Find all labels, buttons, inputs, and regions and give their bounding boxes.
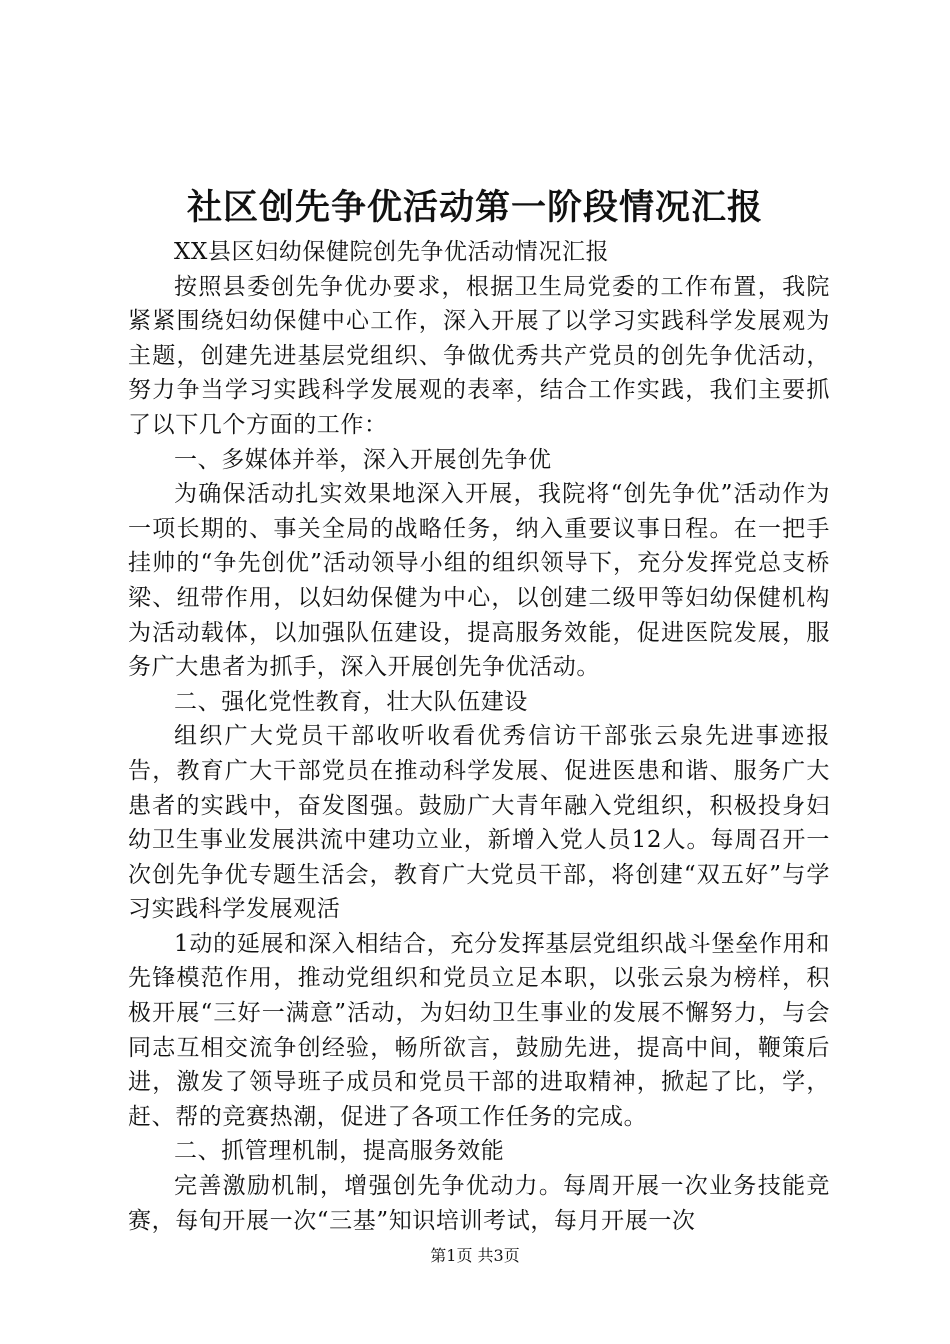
section-heading-1: 一、多媒体并举，深入开展创先争优 bbox=[174, 446, 552, 473]
section-1-paragraph: 为确保活动扎实效果地深入开展，我院将“创先争优”活动作为一项长期的、事关全局的战略任务，纳入重要议事日程。在一把手挂帅的“争先创优”活动领导小组的组织领导下，充分发挥党总支桥梁、纽带作用，以妇幼保健为中心，以创建二级甲等妇幼保健机构为活动载体，以加强队伍建设，提高服务效能，促进医院发展，服务广大患者为抓手，深入开展创先争优活动。 bbox=[128, 481, 830, 681]
page-footer: 第1页 共3页 bbox=[430, 1246, 520, 1265]
subtitle-paragraph: XX县区妇幼保健院创先争优活动情况汇报 bbox=[174, 239, 610, 265]
section-2-paragraph-continued: 1动的延展和深入相结合，充分发挥基层党组织战斗堡垒作用和先锋模范作用，推动党组织和党员立足本职，以张云泉为榜样，积极开展“三好一满意”活动，为妇幼卫生事业的发展不懈努力，与会同志互相交流争创经验，畅所欲言，鼓励先进，提高中间，鞭策后进，激发了领导班子成员和党员干部的进取精神，掀起了比，学，赶、帮的竞赛热潮，促进了各项工作任务的完成。 bbox=[128, 930, 830, 1130]
section-heading-2: 二、强化党性教育，壮大队伍建设 bbox=[174, 688, 528, 715]
document-body bbox=[128, 235, 830, 1238]
document-title: 社区创先争优活动第一阶段情况汇报 bbox=[186, 187, 763, 228]
intro-paragraph: 按照县委创先争优办要求，根据卫生局党委的工作布置，我院紧紧围绕妇幼保健中心工作，深入开展了以学习实践科学发展观为主题，创建先进基层党组织、争做优秀共产党员的创先争优活动，努力争当学习实践科学发展观的表率，结合工作实践，我们主要抓了以下几个方面的工作： bbox=[128, 273, 830, 438]
section-3-paragraph: 完善激励机制，增强创先争优动力。每周开展一次业务技能竞赛，每旬开展一次“三基”知识培训考试，每月开展一次 bbox=[128, 1173, 830, 1234]
section-heading-3: 二、抓管理机制，提高服务效能 bbox=[174, 1138, 505, 1165]
section-2-paragraph: 组织广大党员干部收听收看优秀信访干部张云泉先进事迹报告，教育广大干部党员在推动科学发展、促进医患和谐、服务广大患者的实践中，奋发图强。鼓励广大青年融入党组织，积极投身妇幼卫生事业发展洪流中建功立业，新增入党人员12人。每周召开一次创先争优专题生活会，教育广大党员干部，将创建“双五好”与学习实践科学发展观活 bbox=[128, 723, 830, 923]
